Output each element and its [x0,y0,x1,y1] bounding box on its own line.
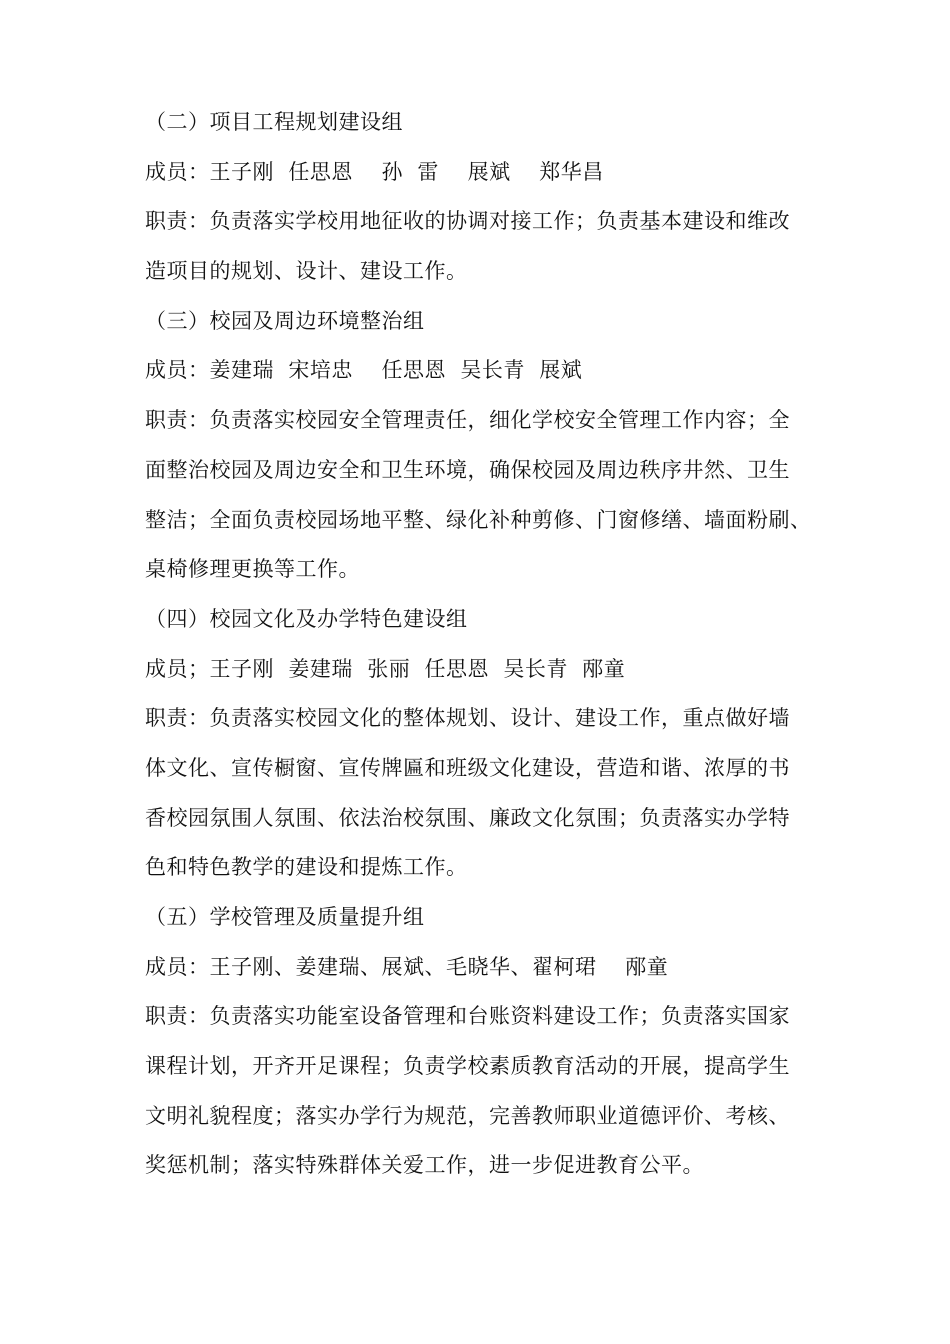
section-duty-line: 桌椅修理更换等工作。 [145,557,360,582]
section-members: 成员：王子刚 任思恩 孙 雷 展斌 郑华昌 [145,159,604,184]
section-duty-line: 课程计划，开齐开足课程；负责学校素质教育活动的开展，提高学生 [145,1054,790,1079]
section-duty-line: 色和特色教学的建设和提炼工作。 [145,855,468,880]
section-duty-line: 职责：负责落实功能室设备管理和台账资料建设工作；负责落实国家 [145,1004,790,1029]
section-heading: （四）校园文化及办学特色建设组 [145,606,468,631]
section-duty-line: 职责：负责落实学校用地征收的协调对接工作；负责基本建设和维改 [145,209,790,234]
section-duty-line: 职责：负责落实校园文化的整体规划、设计、建设工作，重点做好墙 [145,706,790,731]
section-duty-line: 奖惩机制；落实特殊群体关爱工作，进一步促进教育公平。 [145,1153,704,1178]
document-body [145,98,825,1191]
section-heading: （五）学校管理及质量提升组 [145,905,425,929]
section-duty-line: 造项目的规划、设计、建设工作。 [145,259,468,284]
section-duty-line: 职责：负责落实校园安全管理责任，细化学校安全管理工作内容；全 [145,408,790,433]
section-duty-line: 香校园氛围人氛围、依法治校氛围、廉政文化氛围；负责落实办学特 [145,805,790,830]
section-members: 成员：姜建瑞 宋培忠 任思恩 吴长青 展斌 [145,358,583,383]
section-duty-line: 面整治校园及周边安全和卫生环境，确保校园及周边秩序井然、卫生 [145,457,790,482]
section-heading: （二）项目工程规划建设组 [145,110,403,134]
section-duty-line: 整洁；全面负责校园场地平整、绿化补种剪修、门窗修缮、墙面粉刷、 [145,507,812,532]
section-members: 成员：王子刚、姜建瑞、展斌、毛晓华、翟柯珺 邴童 [145,954,669,979]
section-members: 成员；王子刚 姜建瑞 张丽 任思恩 吴长青 邴童 [145,656,626,681]
section-duty-line: 体文化、宣传橱窗、宣传牌匾和班级文化建设，营造和谐、浓厚的书 [145,755,790,780]
section-heading: （三）校园及周边环境整治组 [145,308,425,333]
section-duty-line: 文明礼貌程度；落实办学行为规范，完善教师职业道德评价、考核、 [145,1103,790,1128]
